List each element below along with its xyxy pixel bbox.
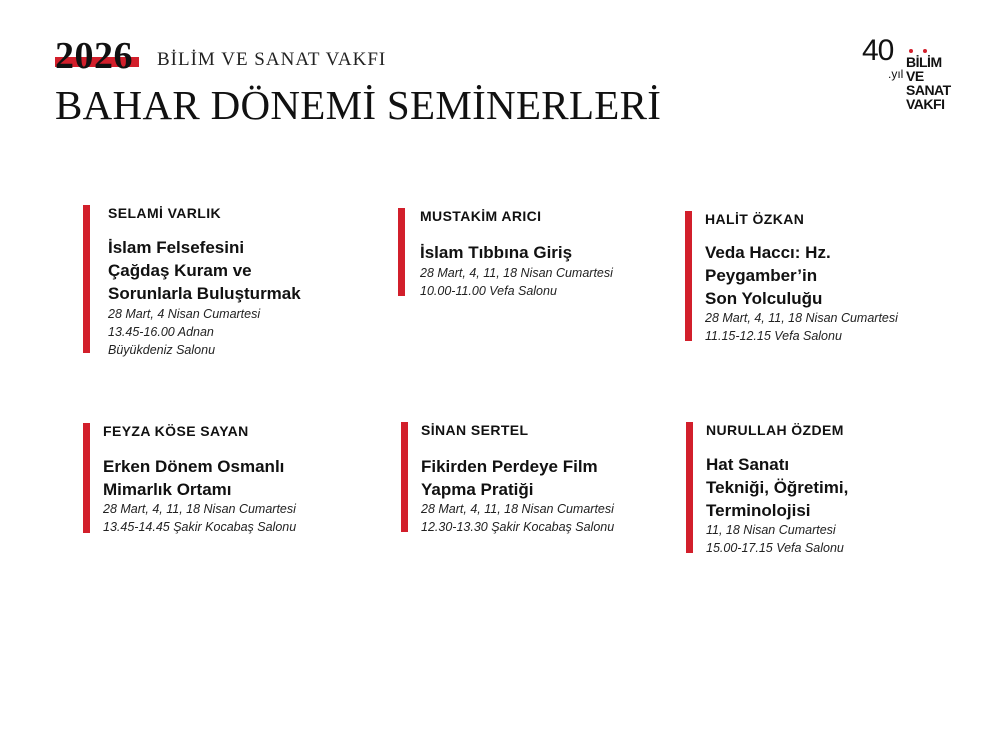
seminar-title-line: Son Yolculuğu	[705, 289, 823, 308]
seminar-detail-line: 28 Mart, 4, 11, 18 Nisan Cumartesi	[421, 502, 614, 516]
seminar-card	[398, 208, 683, 296]
seminar-card	[686, 422, 971, 553]
accent-bar	[685, 211, 692, 341]
speaker-name: NURULLAH ÖZDEM	[706, 422, 844, 438]
seminar-title-line: Tekniği, Öğretimi,	[706, 478, 849, 497]
page-header	[55, 35, 662, 128]
seminar-title-line: Terminolojisi	[706, 501, 811, 520]
seminar-detail-line: 15.00-17.15 Vefa Salonu	[706, 541, 844, 555]
seminar-detail-line: 28 Mart, 4, 11, 18 Nisan Cumartesi	[705, 311, 898, 325]
accent-bar	[83, 423, 90, 533]
seminar-detail-line: 28 Mart, 4, 11, 18 Nisan Cumartesi	[420, 266, 613, 280]
accent-bar	[83, 205, 90, 353]
seminar-title-line: Mimarlık Ortamı	[103, 480, 232, 499]
seminar-detail-line: 11, 18 Nisan Cumartesi	[706, 523, 836, 537]
seminar-detail-line: 13.45-16.00 Adnan	[108, 325, 214, 339]
seminar-detail-line: 28 Mart, 4 Nisan Cumartesi	[108, 307, 261, 321]
seminar-details	[706, 521, 844, 557]
seminar-details	[103, 500, 296, 536]
accent-bar	[686, 422, 693, 553]
seminar-detail-line: 11.15-12.15 Vefa Salonu	[705, 329, 842, 343]
year-text: 2026	[55, 35, 133, 77]
speaker-name: FEYZA KÖSE SAYAN	[103, 423, 249, 439]
logo-word-1: BİLİM	[906, 54, 942, 70]
seminar-detail-line: Büyükdeniz Salonu	[108, 343, 216, 357]
logo-suffix: .yıl	[888, 67, 904, 81]
seminar-card	[83, 423, 368, 533]
seminar-details	[705, 309, 898, 345]
year-heading	[55, 35, 133, 77]
seminar-detail-line: 13.45-14.45 Şakir Kocabaş Salonu	[103, 520, 297, 534]
speaker-name: MUSTAKİM ARICI	[420, 208, 542, 224]
seminar-title	[108, 236, 301, 305]
seminar-title	[103, 455, 284, 501]
seminar-card	[401, 422, 686, 532]
accent-bar	[398, 208, 405, 296]
seminar-title	[705, 241, 831, 310]
foundation-logo	[862, 34, 957, 114]
logo-number: 40	[862, 34, 894, 67]
seminar-title-line: Çağdaş Kuram ve	[108, 261, 252, 280]
seminar-title-line: Fikirden Perdeye Film	[421, 457, 598, 476]
logo-word-4: VAKFI	[906, 96, 945, 112]
seminar-detail-line: 12.30-13.30 Şakir Kocabaş Salonu	[421, 520, 615, 534]
seminar-detail-line: 10.00-11.00 Vefa Salonu	[420, 284, 557, 298]
seminar-details	[421, 500, 614, 536]
seminar-title-line: Erken Dönem Osmanlı	[103, 457, 285, 476]
seminar-title	[420, 241, 572, 264]
logo-dot	[909, 49, 913, 53]
speaker-name: SİNAN SERTEL	[421, 422, 529, 438]
seminar-title-line: Yapma Pratiği	[421, 480, 534, 499]
seminar-title	[706, 453, 848, 522]
seminar-card	[685, 211, 970, 341]
page-title: BAHAR DÖNEMİ SEMİNERLERİ	[55, 82, 662, 128]
seminar-title	[421, 455, 598, 501]
seminar-title-line: İslam Felsefesini	[108, 238, 245, 257]
seminar-title-line: Veda Haccı: Hz.	[705, 243, 831, 262]
speaker-name: HALİT ÖZKAN	[705, 211, 805, 227]
seminar-details	[420, 264, 613, 300]
logo-word-3: SANAT	[906, 82, 951, 98]
speaker-name: SELAMİ VARLIK	[108, 205, 222, 221]
organization-name: BİLİM VE SANAT VAKFI	[157, 49, 387, 70]
seminar-title-line: Peygamber’in	[705, 266, 818, 285]
seminar-title-line: Sorunlarla Buluşturmak	[108, 284, 301, 303]
logo-word-2: VE	[906, 68, 924, 84]
seminar-detail-line: 28 Mart, 4, 11, 18 Nisan Cumartesi	[103, 502, 296, 516]
accent-bar	[401, 422, 408, 532]
seminar-title-line: Hat Sanatı	[706, 455, 790, 474]
seminar-card	[83, 205, 368, 357]
seminar-title-line: İslam Tıbbına Giriş	[420, 243, 573, 262]
seminar-details	[108, 305, 260, 359]
logo-dot	[923, 49, 927, 53]
